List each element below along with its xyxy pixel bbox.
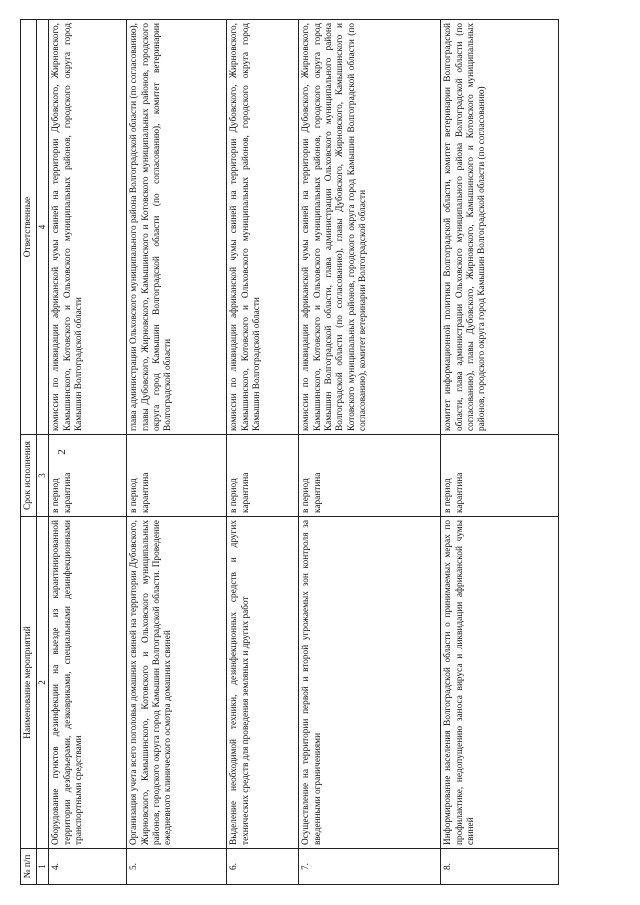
measure-responsible: глава администрации Ольховского муниципального района Волгоградской области (по согласованию), главы Дубовского, Жирновского, Камышинского и Котовского муниципальных районов, городского округа город Камышин Волгоградской области (по согласованию), комитет ветеринарии Волгоградской области [127, 20, 227, 435]
measure-name: Выделение необходимой техники, дезинфекционных средств и других технических средств для проведения земляных и других работ [227, 517, 299, 849]
row-number: 6. [227, 849, 299, 885]
measure-name: Информирование населения Волгоградской области о принимаемых мерах по профилактике, недопущению заноса вируса и ликвидации африканской чумы свиней [441, 517, 559, 849]
measure-responsible: комитет информационной политики Волгоградской области, комитет ветеринарии Волгоградской области, глава администрации Ольховского муниципального района Волгоградской области (по согласованию), главы Дубовского, Жирновского, Камышинского и Котовского муниципальных районов, городского округа город Камышин Волгоградской области (по согласованию) [441, 20, 559, 435]
table-row [49, 20, 127, 885]
measure-term: в период карантина [227, 435, 299, 517]
header-responsible: Ответственные [21, 20, 37, 435]
table-row [441, 20, 559, 885]
page-number: 2 [56, 449, 68, 455]
measure-name: Организация учета всего поголовья домашних свиней на территории Дубовского, Жирновского, Камышинского, Котовского и Ольховского муниципальных районов, городского округа город Камышин Волгоградской области. Проведение ежедневного клинического осмотра домашних свиней [127, 517, 227, 849]
table-row [227, 20, 299, 885]
measure-name: Осуществление на территории первой и второй угрожаемых зон контроля за введенными ограничениями [299, 517, 441, 849]
measure-responsible: комиссии по ликвидации африканской чумы свиней на территории Дубовского, Жирновского, Камышинского, Котовского и Ольховского муниципальных районов, городского округа город Камышин Волгоградской области, глава администрации Ольховского муниципального района Волгоградской области (по согласованию), главы Дубовского, Жирновского, Камышинского и Котовского муниципальных районов, городского округа город Камышин Волгоградской области (по согласованию), комитет ветеринарии Волгоградской области [299, 20, 441, 435]
measure-term: в период карантина [299, 435, 441, 517]
table-row [299, 20, 441, 885]
column-index-row [37, 20, 49, 885]
measure-responsible: комиссии по ликвидации африканской чумы свиней на территории Дубовского, Жирновского, Камышинского, Котовского и Ольховского муниципальных районов, городского округа город Камышин Волгоградской области [49, 20, 127, 435]
col-index: 3 [37, 435, 49, 517]
rotated-page [20, 20, 610, 885]
header-num: № п/п [21, 849, 37, 885]
row-number: 8. [441, 849, 559, 885]
measure-term: в период карантина [127, 435, 227, 517]
measure-responsible: комиссии по ликвидации африканской чумы свиней на территории Дубовского, Жирновского, Камышинского, Котовского и Ольховского муниципальных районов, городского округа город Камышин Волгоградской области [227, 20, 299, 435]
table-row [127, 20, 227, 885]
row-number: 4. [49, 849, 127, 885]
measures-table [20, 19, 559, 885]
col-index: 4 [37, 20, 49, 435]
col-index: 2 [37, 517, 49, 849]
header-name: Наименование мероприятий [21, 517, 37, 849]
row-number: 5. [127, 849, 227, 885]
measure-name: Оборудование пунктов дезинфекции на выезде из карантинированной территории дезбарьерами, дезковриками, специальными дезинфекционными транспортными средствами [49, 517, 127, 849]
col-index: 1 [37, 849, 49, 885]
measure-term: в период карантина [49, 435, 127, 517]
row-number: 7. [299, 849, 441, 885]
header-row [21, 20, 37, 885]
header-term: Срок исполнения [21, 435, 37, 517]
measure-term: в период карантина [441, 435, 559, 517]
